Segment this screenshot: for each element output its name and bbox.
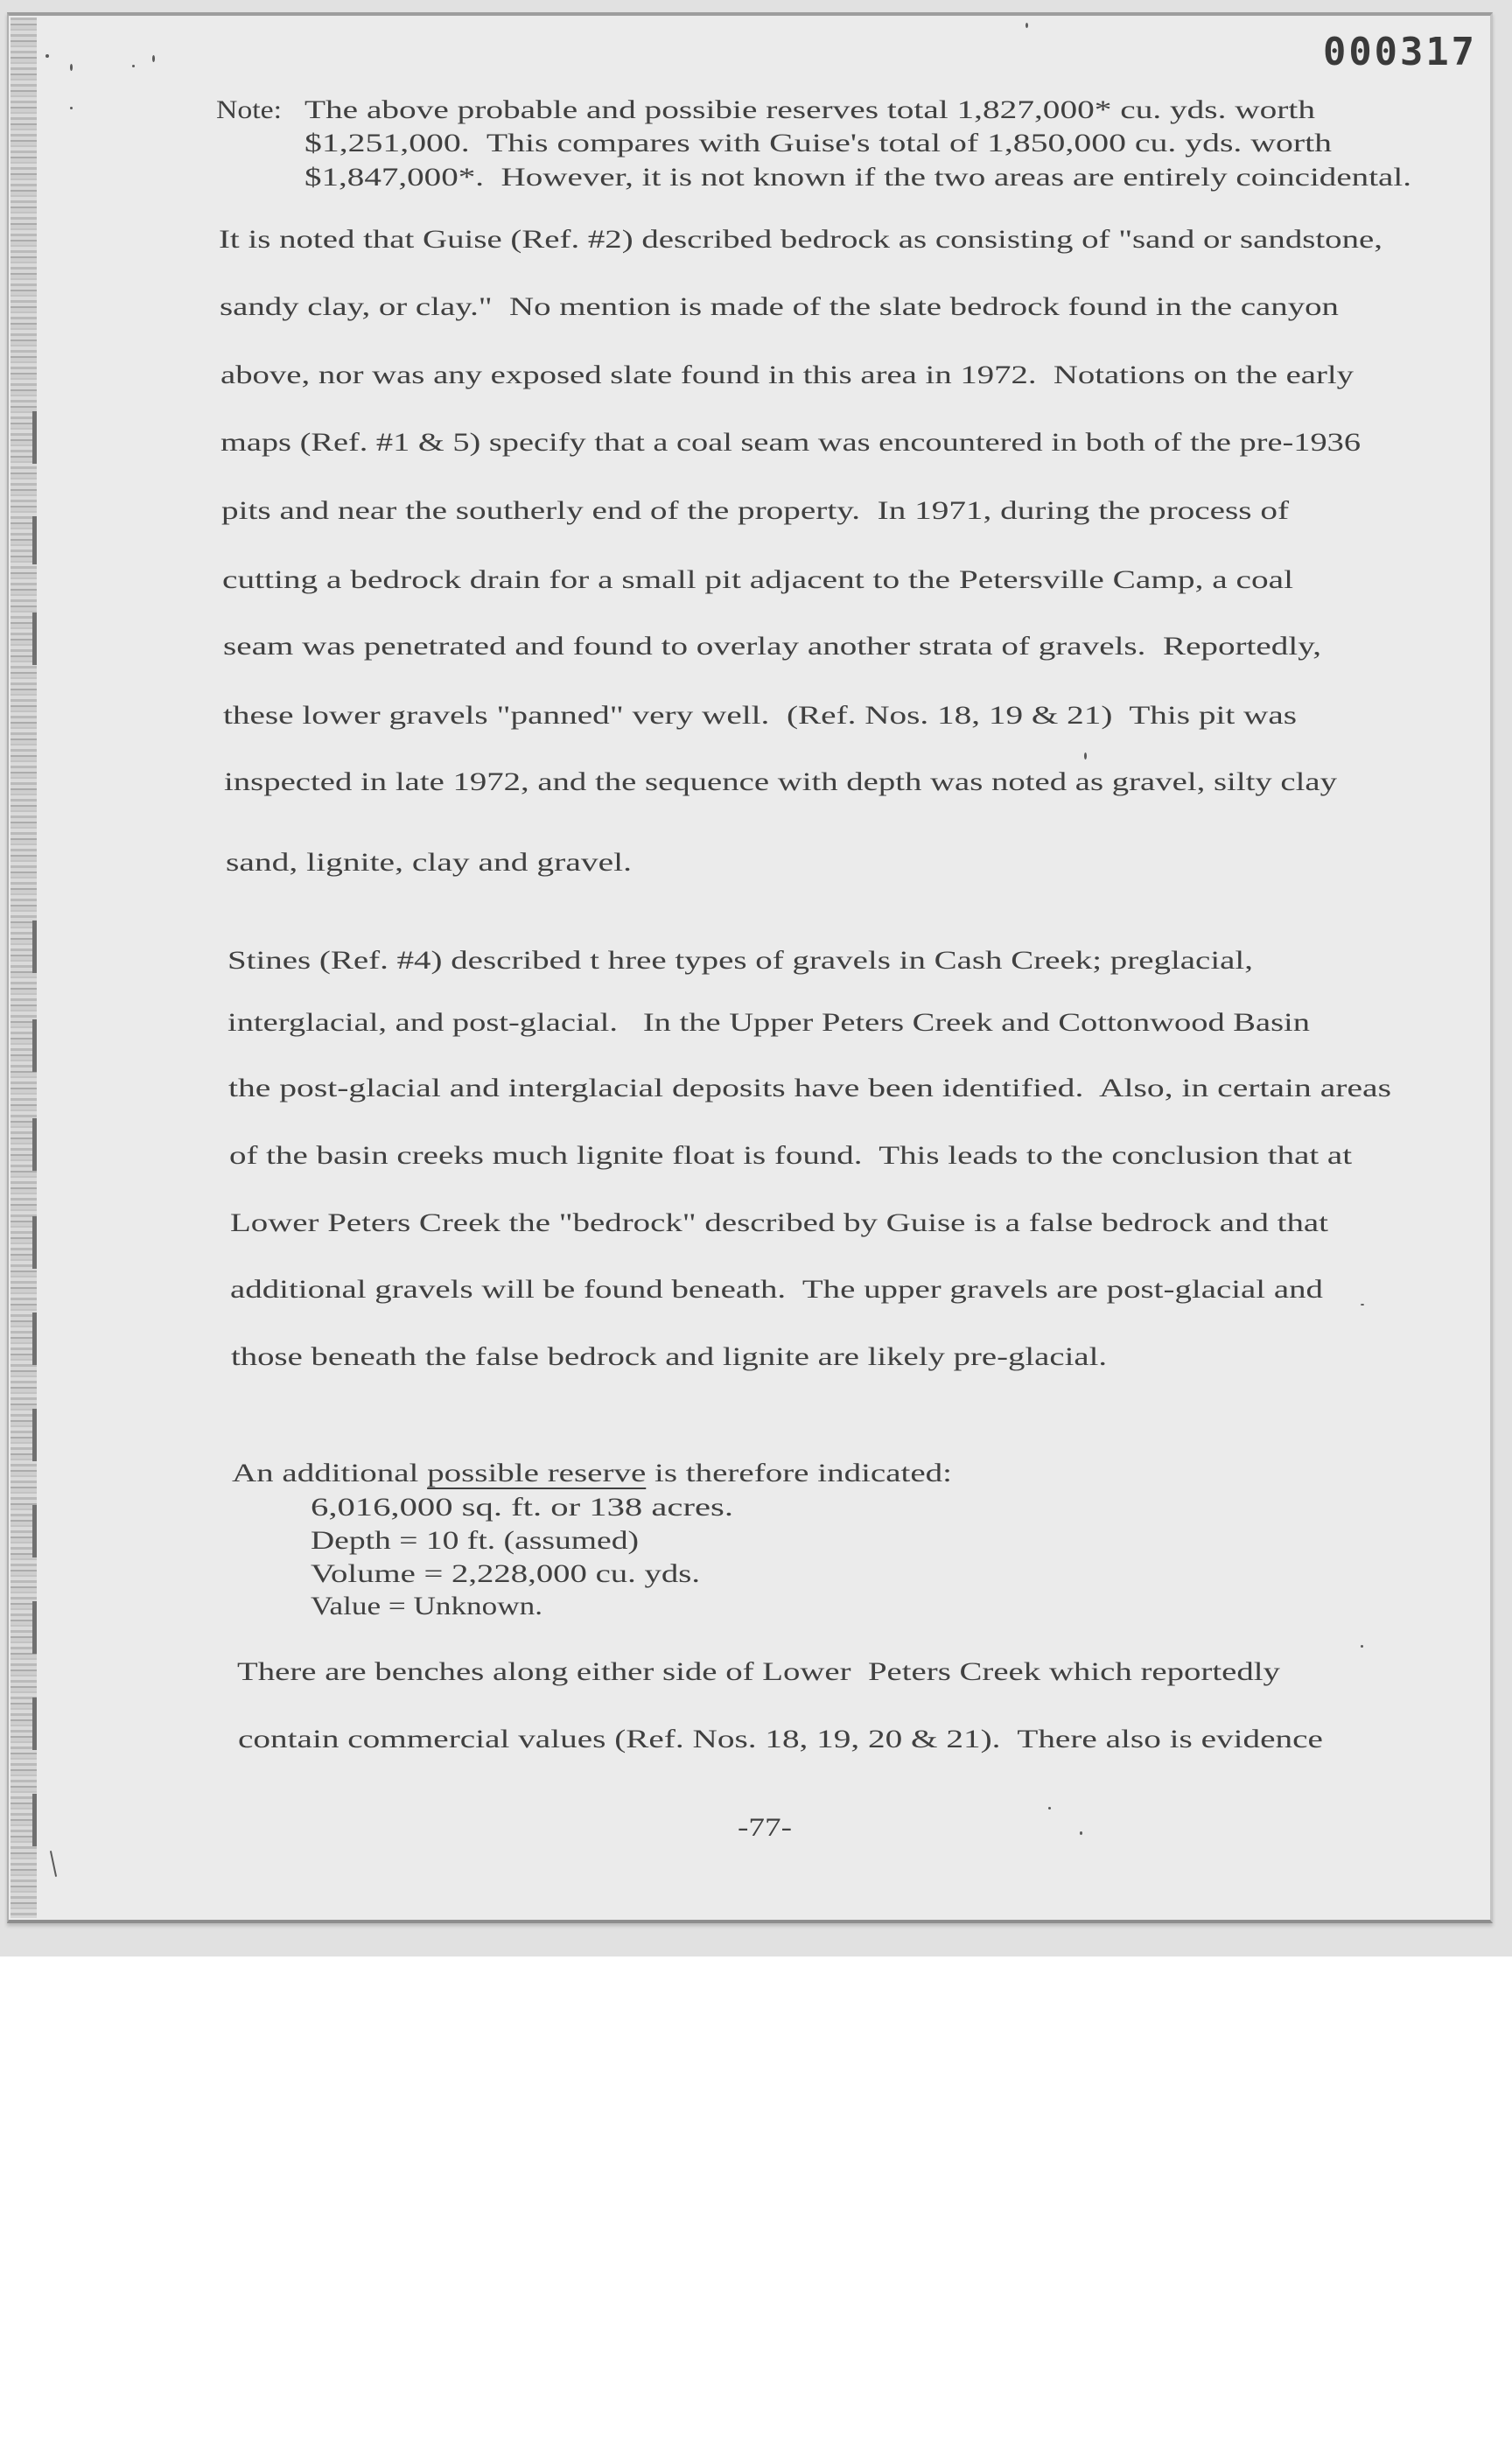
paragraph-1-line: It is noted that Guise (Ref. #2) described bedrock as consisting of "sand or sandstone, [219,225,1383,254]
scan-speck [1361,1645,1363,1648]
scan-speck [1080,1831,1082,1835]
paragraph-2-line: Stines (Ref. #4) described t hree types of gravels in Cash Creek; preglacial, [228,946,1253,975]
paragraph-1-line: sandy clay, or clay." No mention is made of the slate bedrock found in the canyon [220,292,1339,321]
paragraph-2-line: those beneath the false bedrock and lignite are likely pre-glacial. [231,1342,1108,1371]
scan-speck [70,64,73,71]
paragraph-1-line: pits and near the southerly end of the property. In 1971, during the process of [221,496,1290,525]
paragraph-1-line: inspected in late 1972, and the sequence with depth was noted as gravel, silty clay [224,767,1337,796]
binding-hole-mark [32,920,37,973]
scan-speck [1048,1807,1051,1810]
binding-hole-mark [32,1601,37,1654]
binding-hole-mark [32,1409,37,1461]
paragraph-3-line: contain commercial values (Ref. Nos. 18, 19, 20 & 21). There also is evidence [238,1725,1323,1754]
paragraph-1-line: seam was penetrated and found to overlay another strata of gravels. Reportedly, [223,632,1322,661]
note-line: The above probable and possibie reserves total 1,827,000* cu. yds. worth [304,95,1315,124]
binding-hole-mark [32,1216,37,1269]
paragraph-1-line: maps (Ref. #1 & 5) specify that a coal seam was encountered in both of the pre-1936 [220,428,1361,457]
reserve-intro-after: is therefore indicated: [646,1459,953,1488]
binding-hole-mark [32,1505,37,1558]
paragraph-2-line: Lower Peters Creek the "bedrock" described by Guise is a false bedrock and that [230,1208,1328,1237]
binding-hole-mark [32,1312,37,1365]
reserve-item: Depth = 10 ft. (assumed) [311,1526,640,1555]
note-line: $1,847,000*. However, it is not known if the two areas are entirely coincidental. [304,163,1411,192]
binding-hole-mark [32,1698,37,1750]
binding-hole-mark [32,516,37,564]
binding-hole-mark [32,411,37,464]
page-number: -77- [738,1813,793,1842]
paragraph-1-line: above, nor was any exposed slate found in this area in 1972. Notations on the early [220,360,1354,389]
paragraph-1-line: these lower gravels "panned" very well. (Ref. Nos. 18, 19 & 21) This pit was [223,701,1298,730]
reserve-item: Volume = 2,228,000 cu. yds. [311,1559,701,1588]
paragraph-2-line: additional gravels will be found beneath. The upper gravels are post-glacial and [230,1275,1323,1304]
reserve-intro-before: An additional [232,1459,428,1488]
scan-speck [46,54,49,58]
reserve-item: Value = Unknown. [311,1592,542,1620]
paragraph-1-line: sand, lignite, clay and gravel. [226,848,632,877]
scan-speck [1361,1304,1364,1306]
document-control-number: 000317 [1323,30,1477,74]
reserve-intro [232,1460,952,1487]
reserve-item: 6,016,000 sq. ft. or 138 acres. [311,1493,733,1522]
note-line: $1,251,000. This compares with Guise's total of 1,850,000 cu. yds. worth [304,129,1332,158]
paragraph-2-line: of the basin creeks much lignite float is found. This leads to the conclusion that at [229,1141,1353,1170]
binding-hole-mark [32,1019,37,1072]
scan-speck [132,65,135,67]
binding-hole-mark [32,1794,37,1846]
scan-speck [1084,752,1087,760]
paragraph-1-line: cutting a bedrock drain for a small pit adjacent to the Petersville Camp, a coal [222,565,1294,594]
binding-hole-mark [32,1118,37,1171]
binding-hole-mark [32,612,37,665]
scan-speck [1026,23,1028,28]
paragraph-2-line: the post-glacial and interglacial deposits have been identified. Also, in certain areas [228,1074,1392,1102]
scan-speck [152,55,155,62]
paragraph-2-line: interglacial, and post-glacial. In the Upper Peters Creek and Cottonwood Basin [228,1008,1310,1037]
note-label: Note: [216,95,283,124]
scan-speck [70,107,73,109]
paragraph-3-line: There are benches along either side of Lower Peters Creek which reportedly [237,1657,1280,1686]
reserve-intro-underlined: possible reserve [427,1459,647,1488]
